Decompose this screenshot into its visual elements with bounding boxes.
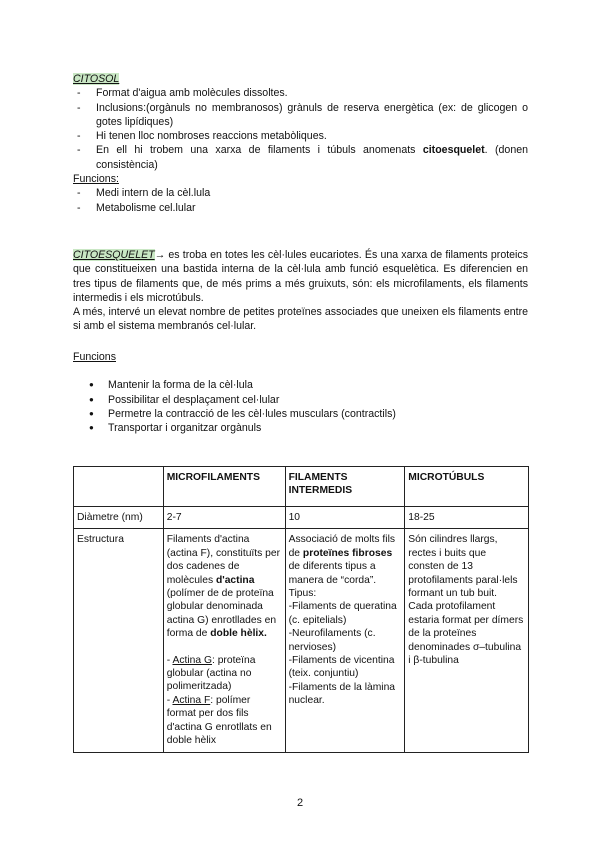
page-number: 2 — [296, 797, 304, 809]
table-cell: Estructura — [74, 529, 164, 752]
table-row — [74, 507, 529, 529]
citosol-funcions-list — [75, 186, 528, 215]
microfilaments-description: Filaments d'actina (actina F), constituïts per dos cadenes de molècules d'actina (polímer de de proteïna globular denominada actina G) enrotllades en forma de doble hèlix. — [166, 534, 281, 640]
table-header-cell — [74, 467, 164, 507]
list-item: - Metabolisme cel.lular — [75, 201, 528, 215]
table-cell: Diàmetre (nm) — [74, 507, 164, 529]
table-cell: Són cilindres llargs, rectes i buits que consten de 13 protofilaments paral·lels formant un tub buit. Cada protofilament estaria format per dímers de la proteïnes denominades σ–tubulina i β-tubulina — [405, 529, 529, 752]
citoesquelet-funcions — [73, 350, 528, 435]
citosol-list — [75, 86, 528, 172]
citoesquelet-section — [73, 248, 528, 334]
list-item: -Filaments de queratina (c. epitelials) — [288, 601, 397, 626]
actina-g-note: - Actina G: proteïna globular (actina no polimeritzada) — [166, 654, 256, 693]
table-header-cell: MICROTÚBULS — [405, 467, 529, 507]
table-cell: 10 — [285, 507, 405, 529]
citosol-heading: CITOSOL — [73, 73, 120, 85]
table-cell: 2-7 — [163, 507, 285, 529]
list-item: -Filaments de vicentina (teix. conjuntiu) — [288, 655, 395, 680]
table-row — [74, 529, 529, 752]
citoesquelet-paragraph-2: A més, intervé un elevat nombre de petites proteïnes associades que uneixen els filaments entre si amb el sistema membranós cel·lular. — [73, 306, 528, 333]
list-item: ● Possibilitar el desplaçament cel·lular — [87, 393, 528, 407]
citoesquelet-funcions-list — [87, 378, 528, 435]
list-item: - En ell hi trobem una xarxa de filaments i túbuls anomenats citoesquelet. (donen consistència) — [75, 143, 528, 172]
citoesquelet-funcions-label: Funcions — [73, 351, 116, 363]
list-item: - Format d'aigua amb molècules dissoltes. — [75, 86, 528, 100]
list-item: ● Permetre la contracció de les cèl·lules musculars (contractils) — [87, 407, 528, 421]
list-item: -Neurofilaments (c. nervioses) — [288, 628, 376, 653]
table-header-cell: FILAMENTS INTERMEDIS — [285, 467, 405, 507]
filaments-table — [73, 466, 529, 753]
actina-f-note: - Actina F: polímer format per dos fils d'actina G enrotllats en doble hèlix — [166, 694, 272, 747]
table-cell — [163, 529, 285, 752]
citosol-funcions-label: Funcions: — [73, 173, 119, 186]
citoesquelet-heading: CITOESQUELET — [73, 249, 155, 261]
table-cell — [285, 529, 405, 752]
citoesquelet-paragraph: CITOESQUELET→ es troba en totes les cèl·lules eucariotes. És una xarxa de filaments proteics que constitueixen una bastida interna de la cèl·lula amb funció esquelètica. Es diferencien en tres tipus de filaments que, de més prims a més gruixuts, són: els microfilaments, els filaments intermedis i els microtúbuls. — [73, 249, 528, 304]
list-item: - Inclusions:(orgànuls no membranosos) grànuls de reserva energètica (ex: de glicogen o gotes lipídiques) — [75, 101, 528, 130]
list-item: - Hi tenen lloc nombroses reaccions metabòliques. — [75, 129, 528, 143]
table-cell: 18-25 — [405, 507, 529, 529]
list-item: ● Mantenir la forma de la cèl·lula — [87, 378, 528, 392]
list-item: - Medi intern de la cèl.lula — [75, 186, 528, 200]
list-item: ● Transportar i organitzar orgànuls — [87, 421, 528, 435]
citosol-section — [73, 72, 528, 215]
table-header-cell: MICROFILAMENTS — [163, 467, 285, 507]
intermedis-description: Associació de molts fils de proteïnes fibroses de diferents tipus a manera de “corda”. Tipus: — [288, 534, 396, 600]
list-item: -Filaments de la làmina nuclear. — [288, 681, 396, 707]
table-header-row — [74, 467, 529, 507]
